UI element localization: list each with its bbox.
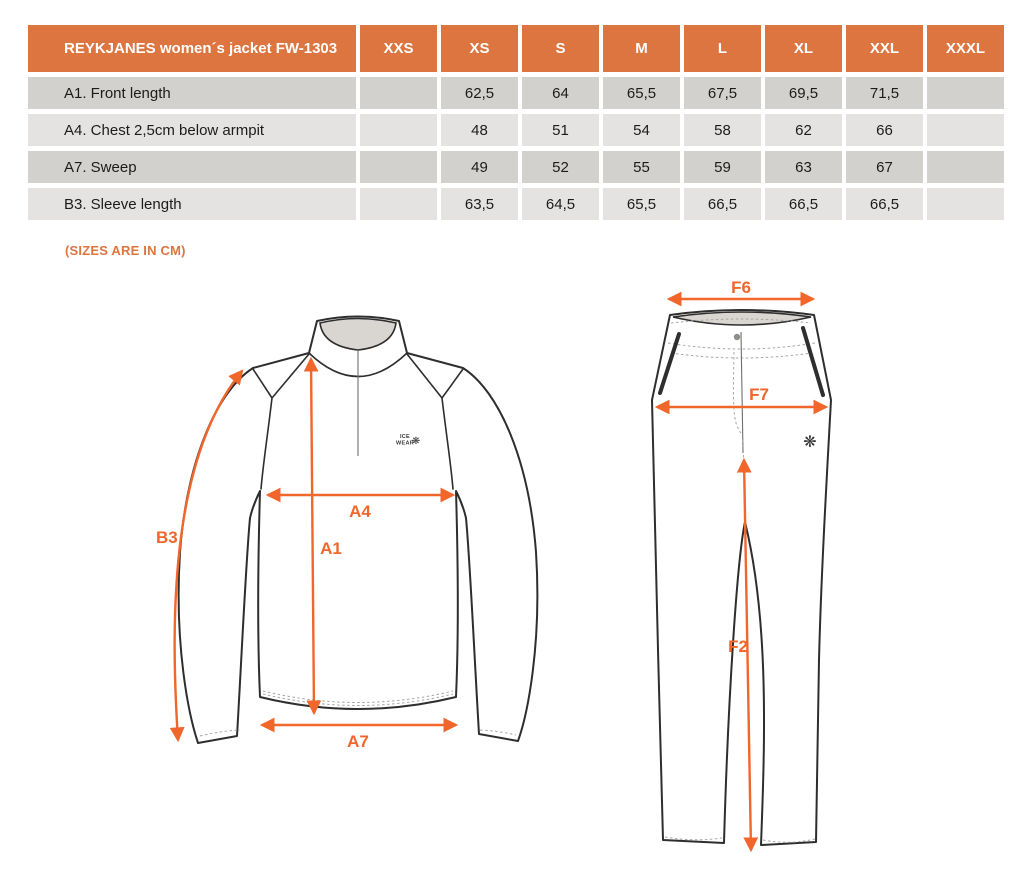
size-column-header-m: M (603, 25, 680, 72)
measurement-row-label: A4. Chest 2,5cm below armpit (28, 114, 356, 146)
size-value-cell: 64 (522, 77, 599, 109)
measurement-row-label: A7. Sweep (28, 151, 356, 183)
size-value-cell: 52 (522, 151, 599, 183)
size-value-cell: 66,5 (765, 188, 842, 220)
size-column-header-xxl: XXL (846, 25, 923, 72)
size-column-header-xxs: XXS (360, 25, 437, 72)
size-value-cell: 51 (522, 114, 599, 146)
size-column-header-xs: XS (441, 25, 518, 72)
size-column-header-xl: XL (765, 25, 842, 72)
size-value-cell: 49 (441, 151, 518, 183)
size-column-header-s: S (522, 25, 599, 72)
measurement-row-label: A1. Front length (28, 77, 356, 109)
f7-label: F7 (749, 385, 769, 404)
size-value-cell: 59 (684, 151, 761, 183)
size-value-cell: 62 (765, 114, 842, 146)
size-value-cell: 48 (441, 114, 518, 146)
size-value-cell: 64,5 (522, 188, 599, 220)
snowflake-icon: ❋ (411, 436, 421, 447)
pants-diagram (652, 278, 831, 850)
logo-text-line1: ICE (399, 434, 411, 440)
size-column-header-xxxl: XXXL (927, 25, 1004, 72)
size-value-cell: 54 (603, 114, 680, 146)
size-value-cell: 65,5 (603, 188, 680, 220)
size-value-cell: 65,5 (603, 77, 680, 109)
size-value-cell: 62,5 (441, 77, 518, 109)
size-value-cell: 69,5 (765, 77, 842, 109)
size-value-cell: 58 (684, 114, 761, 146)
size-value-cell: 66,5 (684, 188, 761, 220)
a7-label: A7 (347, 732, 369, 751)
f6-label: F6 (731, 278, 751, 297)
b3-label: B3 (156, 528, 178, 547)
size-column-header-l: L (684, 25, 761, 72)
pants-button (734, 334, 740, 340)
size-value-cell: 55 (603, 151, 680, 183)
snowflake-icon: ❋ (803, 432, 817, 451)
a4-label: A4 (349, 502, 371, 521)
size-value-cell: 63,5 (441, 188, 518, 220)
size-value-cell: 67,5 (684, 77, 761, 109)
icewear-logo (396, 434, 420, 447)
a1-label: A1 (320, 539, 342, 558)
size-value-cell: 66 (846, 114, 923, 146)
jacket-diagram (156, 317, 537, 752)
f2-label: F2 (728, 637, 748, 656)
logo-text-line2: WEAR (395, 440, 415, 447)
sizes-unit-note: (SIZES ARE IN CM) (65, 243, 186, 258)
size-chart-title: REYKJANES women´s jacket FW-1303 (28, 25, 356, 72)
size-value-cell: 66,5 (846, 188, 923, 220)
size-value-cell: 71,5 (846, 77, 923, 109)
size-value-cell: 67 (846, 151, 923, 183)
size-value-cell: 63 (765, 151, 842, 183)
measurement-row-label: B3. Sleeve length (28, 188, 356, 220)
